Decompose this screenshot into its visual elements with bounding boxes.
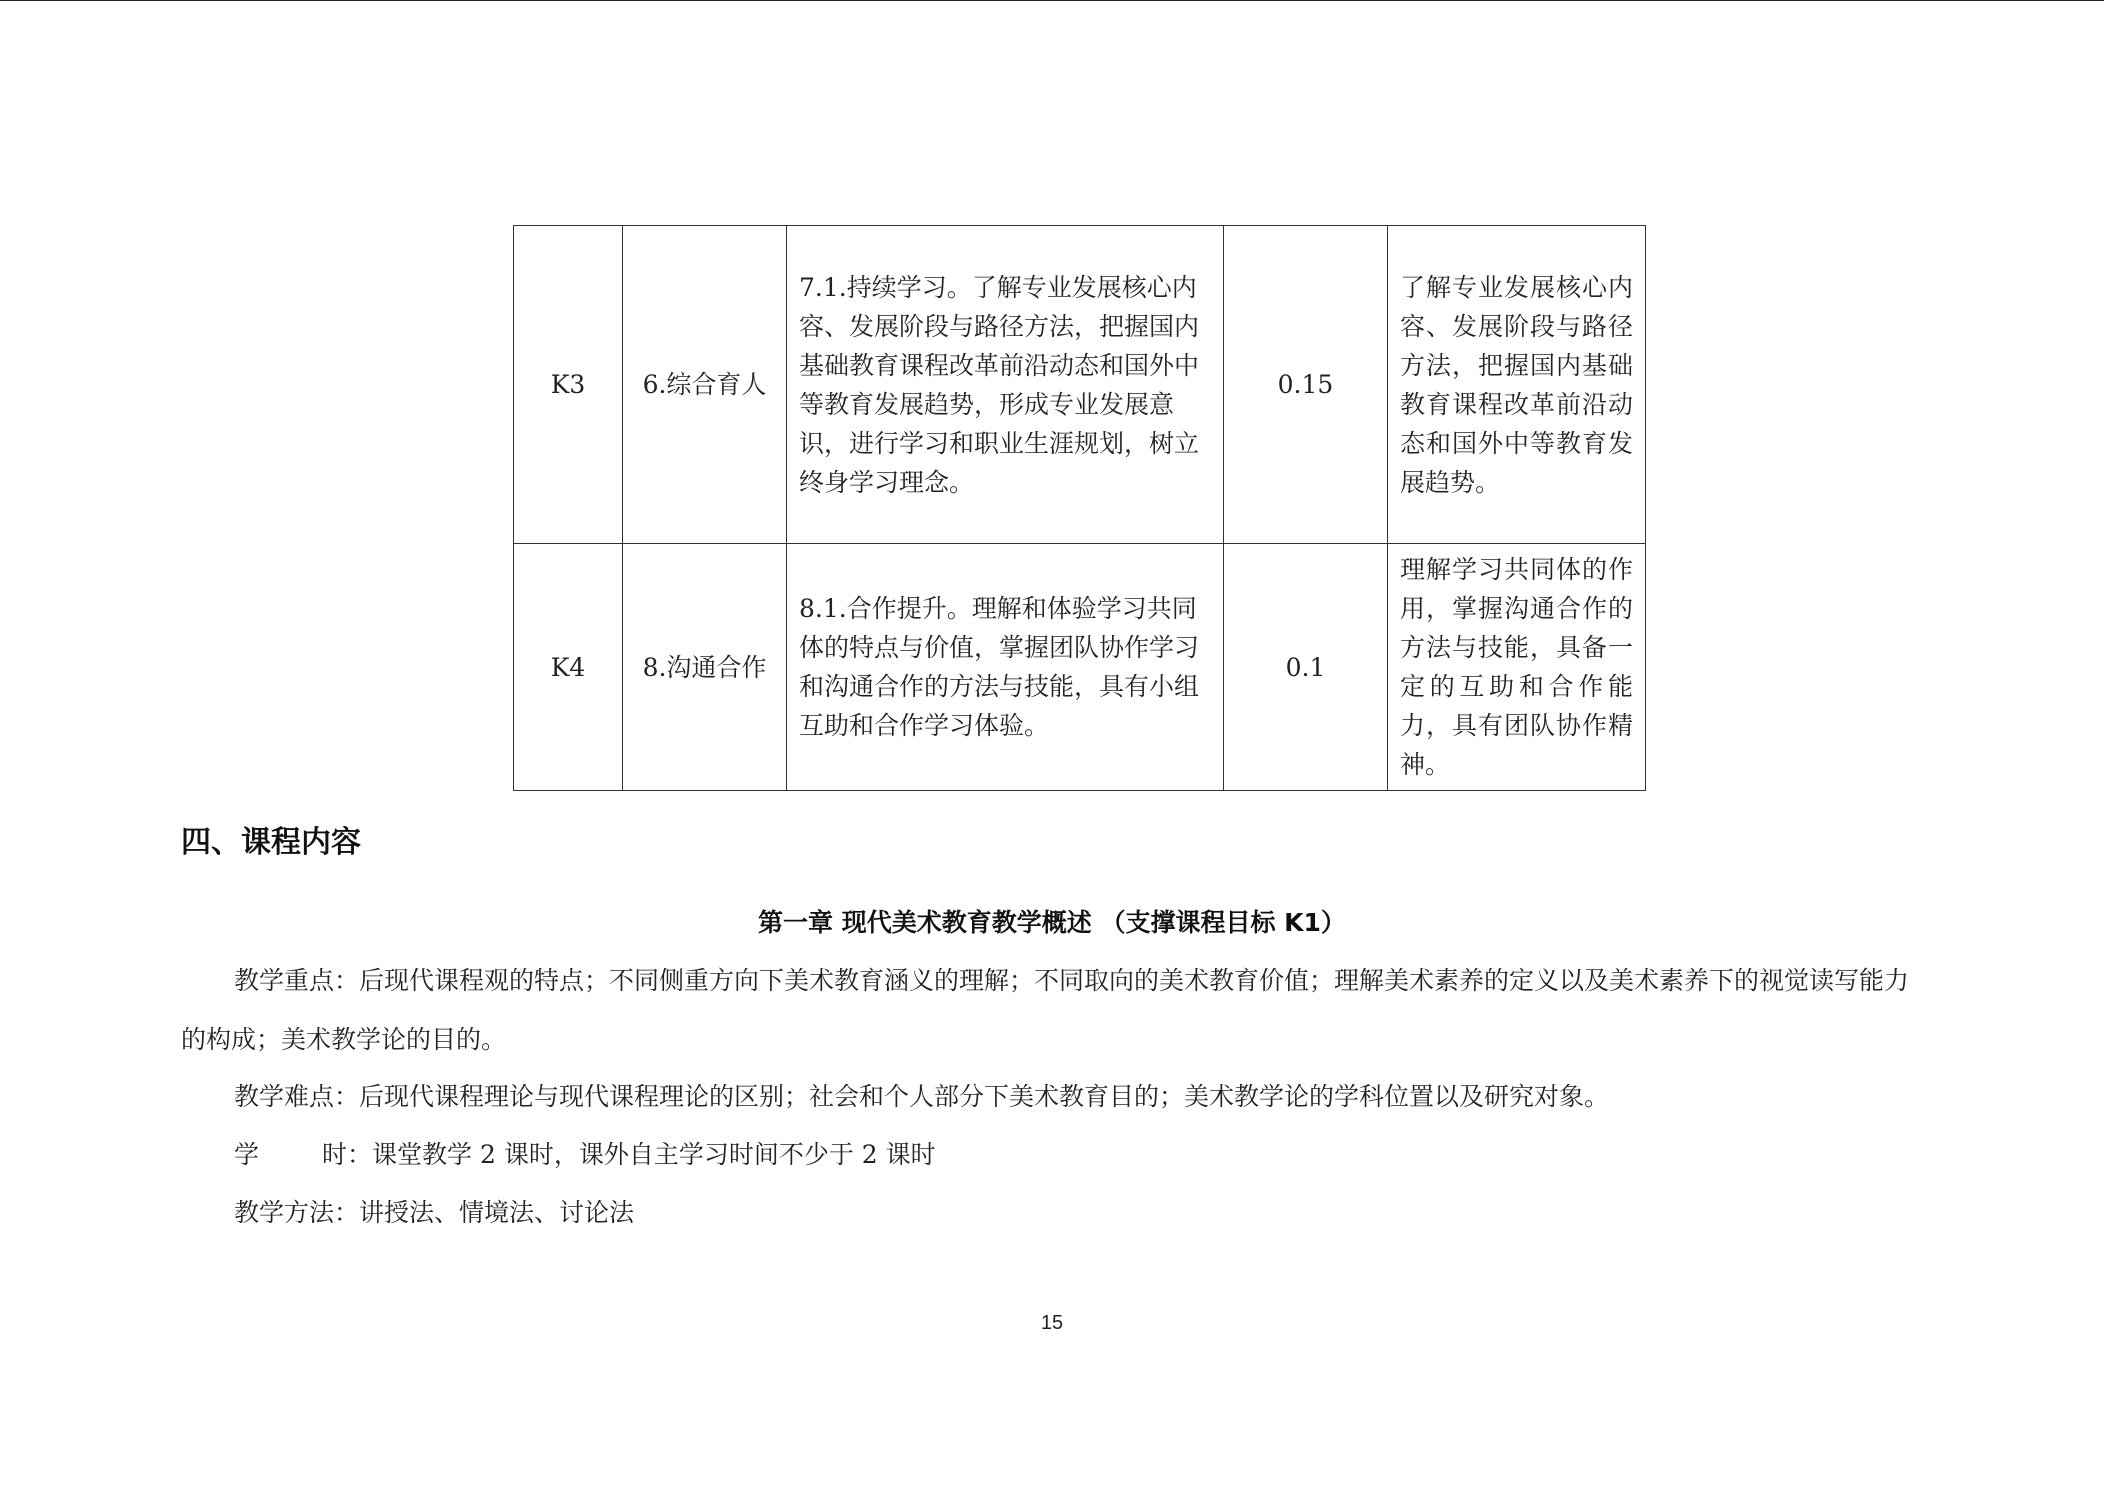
graduation-requirement-cell: 8.沟通合作	[623, 544, 787, 791]
teaching-method-label: 教学方法：	[234, 1198, 360, 1227]
weight-cell: 0.1	[1224, 544, 1388, 791]
class-hours-paragraph	[181, 1125, 1921, 1184]
class-hours-label-second: 时：	[322, 1140, 373, 1169]
weight-cell: 0.15	[1224, 226, 1388, 544]
section-heading: 四、课程内容	[181, 825, 361, 860]
indicator-point-cell: 8.1.合作提升。理解和体验学习共同体的特点与价值，掌握团队协作学习和沟通合作的方法与技能，具有小组互助和合作学习体验。	[787, 544, 1224, 791]
objective-id-cell: K3	[514, 226, 623, 544]
teaching-focus-label: 教学重点：	[234, 966, 360, 995]
teaching-focus-paragraph	[181, 951, 1921, 1069]
teaching-method-paragraph	[181, 1183, 1921, 1242]
course-objective-cell: 了解专业发展核心内容、发展阶段与路径方法，把握国内基础教育课程改革前沿动态和国外中等教育发展趋势。	[1388, 226, 1646, 544]
class-hours-label-first: 学	[234, 1140, 260, 1169]
table-row	[514, 226, 1646, 544]
course-objectives-table	[513, 225, 1646, 791]
teaching-difficulty-text: 后现代课程理论与现代课程理论的区别；社会和个人部分下美术教育目的；美术教学论的学科位置以及研究对象。	[359, 1082, 1610, 1111]
objective-id-cell: K4	[514, 544, 623, 791]
table-row	[514, 544, 1646, 791]
teaching-focus-text: 后现代课程观的特点；不同侧重方向下美术教育涵义的理解；不同取向的美术教育价值；理解美术素养的定义以及美术素养下的视觉读写能力的构成；美术教学论的目的。	[181, 966, 1910, 1054]
graduation-requirement-cell: 6.综合育人	[623, 226, 787, 544]
page-number: 15	[1040, 1312, 1064, 1334]
teaching-method-text: 讲授法、情境法、讨论法	[359, 1198, 635, 1227]
class-hours-text: 课堂教学 2 课时，课外自主学习时间不少于 2 课时	[372, 1140, 936, 1169]
chapter-title: 第一章 现代美术教育教学概述 （支撑课程目标 K1）	[758, 908, 1346, 937]
course-objective-cell: 理解学习共同体的作用，掌握沟通合作的方法与技能，具备一定的互助和合作能力，具有团队协作精神。	[1388, 544, 1646, 791]
page-top-border	[0, 0, 2104, 1]
indicator-point-cell: 7.1.持续学习。了解专业发展核心内容、发展阶段与路径方法，把握国内基础教育课程改革前沿动态和国外中等教育发展趋势，形成专业发展意识，进行学习和职业生涯规划，树立终身学习理念。	[787, 226, 1224, 544]
teaching-difficulty-label: 教学难点：	[234, 1082, 360, 1111]
teaching-difficulty-paragraph	[181, 1067, 1921, 1126]
